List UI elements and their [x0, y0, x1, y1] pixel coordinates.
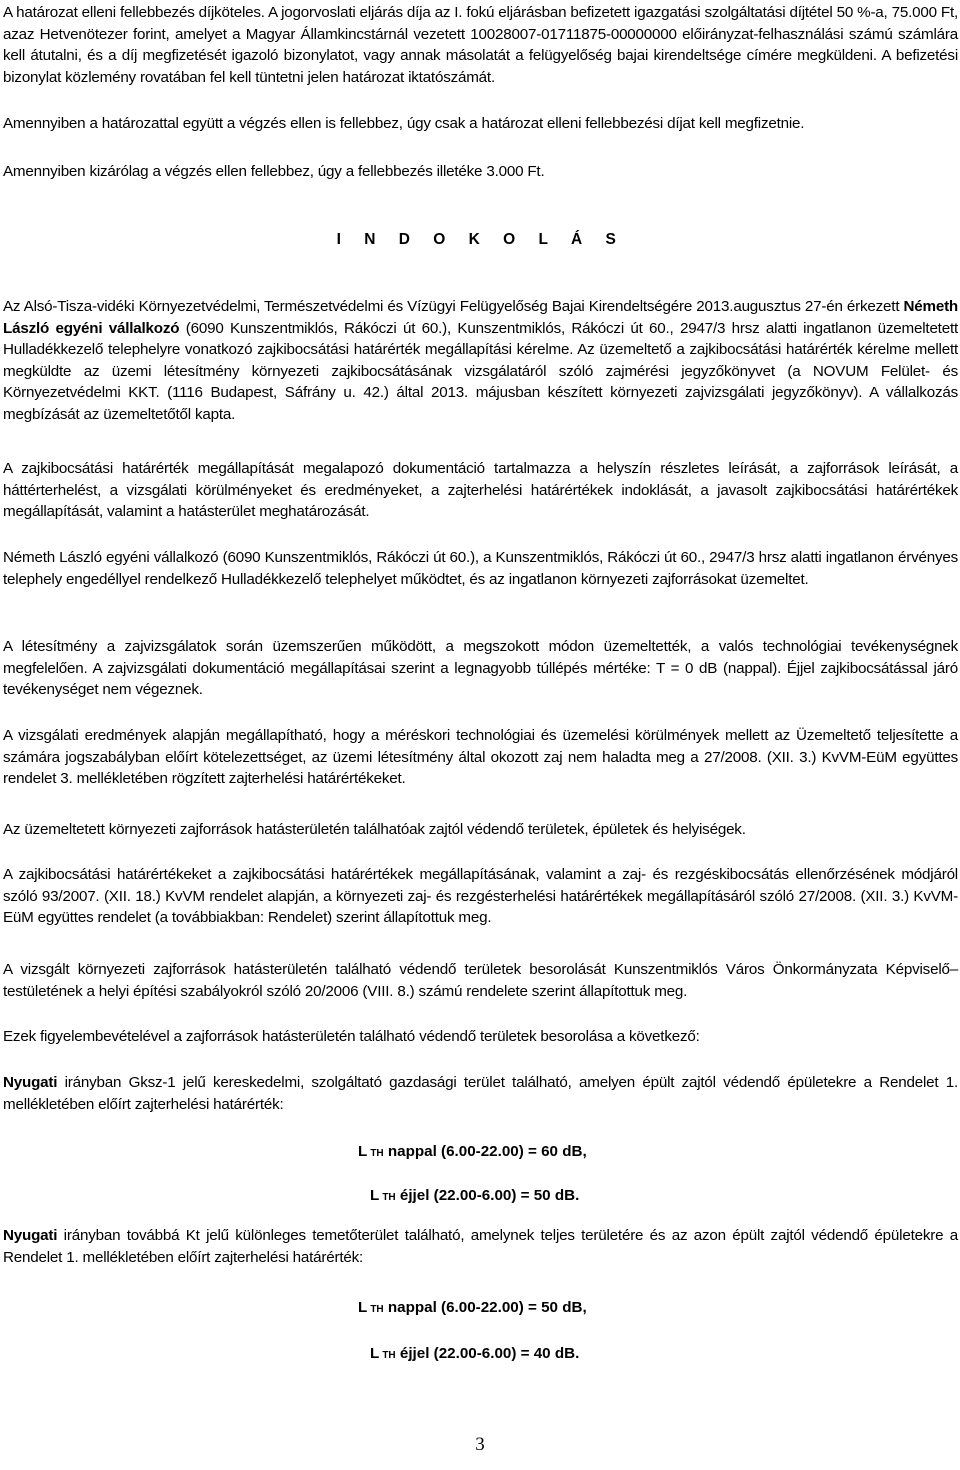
zoning-paragraph: A vizsgált környezeti zajforrások hatásterületén található védendő területek besorolását Kunszentmiklós Város Önkormányzata Képviselő–testületének a helyi építési szabályokról szóló 20/2006 (VIII. 8.) számú rendelete szerint állapítottuk meg.: [3, 961, 958, 1000]
limit-subscript: TH: [382, 1192, 396, 1203]
limit-subscript: TH: [382, 1350, 396, 1361]
direction-label-west: Nyugati: [3, 1227, 58, 1244]
limit-day-set1: [358, 1141, 587, 1165]
direction-label-west: Nyugati: [3, 1074, 58, 1091]
joint-appeal-paragraph: Amennyiben a határozattal együtt a végzés ellen is fellebbez, úgy csak a határozat elleni fellebbezési díjat kell megfizetnie.: [3, 115, 805, 132]
limit-symbol: L: [358, 1299, 368, 1316]
results-paragraph: A vizsgálati eredmények alapján megállapítható, hogy a méréskori technológiai és üzemelési körülmények mellett az Üzemeltető teljesítette a számára jogszabályban előírt kötelezettséget, az üzemi létesítmény által okozott zaj nem haladta meg a 27/2008. (XII. 3.) KvVM-EüM együttes rendelet 3. mellékletében rögzített zajterhelési határértékeket.: [3, 727, 958, 787]
limit-symbol: L: [370, 1187, 380, 1204]
limit-value-text: nappal (6.00-22.00) = 50 dB,: [383, 1299, 587, 1316]
limit-night-set2: [370, 1343, 579, 1367]
west-commercial-text: irányban Gksz-1 jelű kereskedelmi, szolgáltató gazdasági terület található, amelyen épült zajtól védendő épületekre a Rendelet 1. mellékletében előírt zajterhelési határérték:: [3, 1074, 958, 1113]
section-heading-indoklas: I N D O K O L Á S: [336, 231, 624, 248]
limit-symbol: L: [358, 1143, 368, 1160]
west-commercial-paragraph: [3, 1072, 958, 1115]
page-number: 3: [475, 1434, 485, 1455]
operator-paragraph: Németh László egyéni vállalkozó (6090 Kunszentmiklós, Rákóczi út 60.), a Kunszentmiklós, Rákóczi út 60., 2947/3 hrsz alatti ingatlanon érvényes telephely engedéllyel rendelkező Hulladékkezelő telephelyet működtet, és az ingatlanon környezeti zajforrásokat üzemeltet.: [3, 549, 958, 588]
limit-value-text: éjjel (22.00-6.00) = 50 dB.: [395, 1187, 580, 1204]
protected-areas-paragraph: Az üzemeltetett környezeti zajforrások hatásterületén találhatóak zajtól védendő területek, épületek és helyiségek.: [3, 821, 746, 838]
order-appeal-fee-paragraph: Amennyiben kizárólag a végzés ellen fellebbez, úgy a fellebbezés illetéke 3.000 Ft.: [3, 163, 545, 180]
classification-intro-paragraph: Ezek figyelembevételével a zajforrások hatásterületén található védendő területek besorolása a következő:: [3, 1028, 700, 1045]
limit-symbol: L: [370, 1345, 380, 1362]
documentation-paragraph: A zajkibocsátási határérték megállapítását megalapozó dokumentáció tartalmazza a helyszín részletes leírását, a zajforrások leírását, a háttérterhelést, a vizsgálati körülményeket és eredményeket, a zajterhelési határértékek indoklását, a javasolt zajkibocsátási határértékek megállapítását, valamint a hatásterület meghatározását.: [3, 460, 958, 520]
limit-value-text: éjjel (22.00-6.00) = 40 dB.: [395, 1345, 580, 1362]
application-intro-text: Az Alsó-Tisza-vidéki Környezetvédelmi, Természetvédelmi és Vízügyi Felügyelőség Bajai Kirendeltségére 2013.augusztus 27-én érkezett: [3, 298, 904, 315]
applicant-name: Németh László egyéni vállalkozó: [3, 298, 958, 337]
limit-night-set1: [370, 1185, 579, 1209]
limit-value-text: nappal (6.00-22.00) = 60 dB,: [383, 1143, 587, 1160]
regulation-paragraph: A zajkibocsátási határértékeket a zajkibocsátási határértékek megállapításának, valamint a zaj- és rezgéskibocsátás ellenőrzésének módjáról szóló 93/2007. (XII. 18.) KvVM rendelet alapján, a környezeti zaj- és rezgésterhelési határértékek megállapításáról szóló 27/2008. (XII. 3.) KvVM-EüM együttes rendelet (a továbbiakban: Rendelet) szerint állapítottuk meg.: [3, 866, 958, 926]
application-paragraph: [3, 296, 958, 425]
west-cemetery-paragraph: [3, 1225, 958, 1268]
west-cemetery-text: irányban továbbá Kt jelű különleges temetőterület található, amelynek teljes területére és az azon épült zajtól védendő épületekre a Rendelet 1. mellékletében előírt zajterhelési határérték:: [3, 1227, 958, 1266]
limit-day-set2: [358, 1297, 587, 1321]
limit-subscript: TH: [370, 1304, 384, 1315]
measurement-paragraph: A létesítmény a zajvizsgálatok során üzemszerűen működött, a megszokott módon üzemeltették, a valós technológiai tevékenységnek megfelelően. A zajvizsgálati dokumentáció megállapításai szerint a legnagyobb túllépés mértéke: T = 0 dB (nappal). Éjjel zajkibocsátással járó tevékenységet nem végeznek.: [3, 638, 958, 698]
limit-subscript: TH: [370, 1148, 384, 1159]
appeal-fee-paragraph: A határozat elleni fellebbezés díjköteles. A jogorvoslati eljárás díja az I. fokú eljárásban befizetett igazgatási szolgáltatási díjtétel 50 %-a, 75.000 Ft, azaz Hetvenötezer forint, amelyet a Magyar Államkincstárnál vezetett 10028007-01711875-00000000 előirányzat-felhasználási számú számlára kell átutalni, és a díj megfizetését igazoló bizonylatot, vagy annak másolatát a felügyelőség bajai kirendeltsége címére megküldeni. A befizetési bizonylat közlemény rovatában fel kell tüntetni jelen határozat iktatószámát.: [3, 4, 958, 86]
application-body-text: (6090 Kunszentmiklós, Rákóczi út 60.), Kunszentmiklós, Rákóczi út 60., 2947/3 hrsz alatti ingatlanon üzemeltetett Hulladékkezelő telephelyre vonatkozó zajkibocsátási határérték megállapítási kérelme. Az üzemeltető a zajkibocsátási határérték kérelme mellett megküldte az üzemi létesítmény környezeti zajkibocsátásának vizsgálatáról szóló zajmérési jegyzőkönyvet (a NOVUM Felület- és Környezetvédelmi KKT. (1116 Budapest, Sáfrány u. 42.) által 2013. májusban készített környezeti zajvizsgálati jegyzőkönyv). A vállalkozás megbízását az üzemeltetőtől kapta.: [3, 319, 958, 423]
